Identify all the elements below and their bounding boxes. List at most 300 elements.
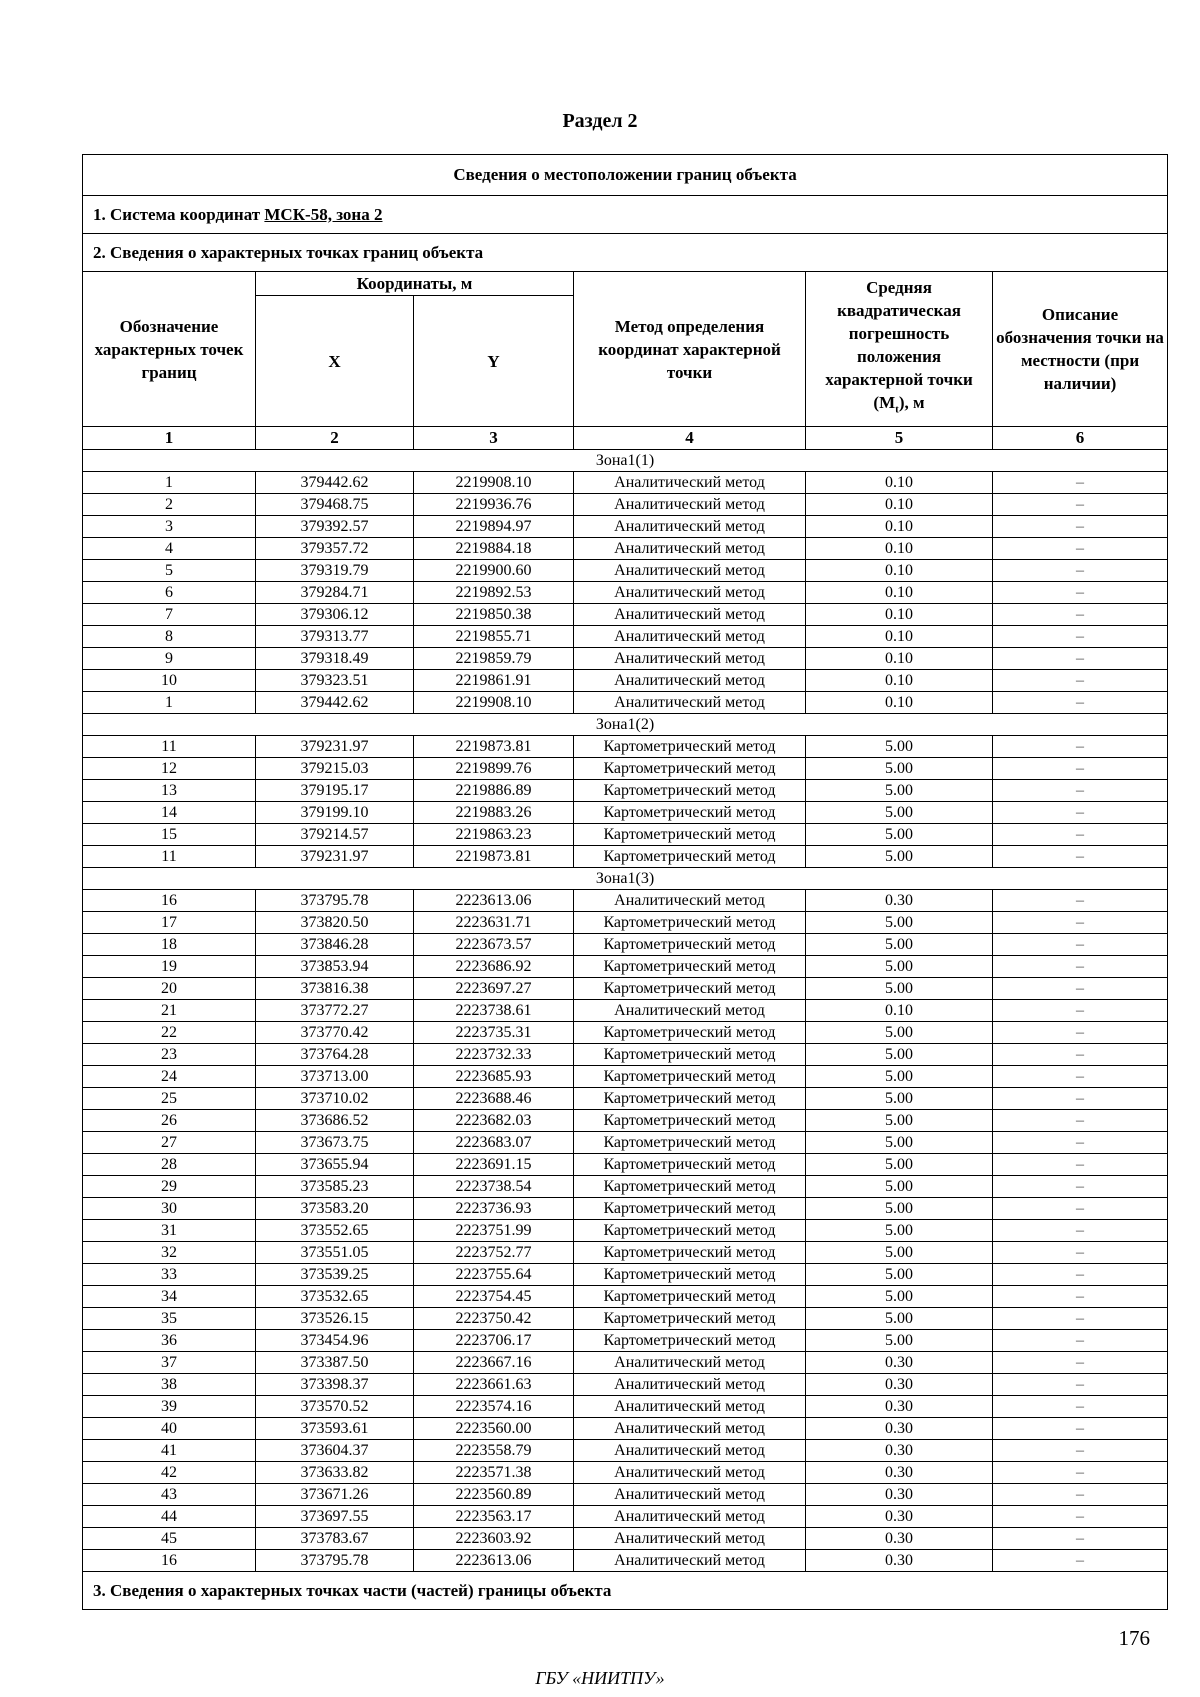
point-id-cell: 22 — [83, 1022, 256, 1044]
description-cell: – — [993, 670, 1168, 692]
table-row — [83, 1132, 1168, 1154]
column-number: 6 — [993, 427, 1168, 450]
zone-label: Зона1(2) — [83, 714, 1168, 736]
y-coordinate-cell: 2223738.61 — [414, 1000, 574, 1022]
table-row — [83, 1462, 1168, 1484]
points-section-heading: 2. Сведения о характерных точках границ объекта — [83, 234, 1168, 272]
error-cell: 5.00 — [806, 978, 993, 1000]
y-coordinate-cell: 2223683.07 — [414, 1132, 574, 1154]
error-cell: 0.10 — [806, 670, 993, 692]
header-coordinates: Координаты, м — [256, 272, 574, 296]
error-cell: 5.00 — [806, 1330, 993, 1352]
description-cell: – — [993, 824, 1168, 846]
method-cell: Аналитический метод — [574, 582, 806, 604]
x-coordinate-cell: 373853.94 — [256, 956, 414, 978]
table-row — [83, 846, 1168, 868]
method-cell: Картометрический метод — [574, 758, 806, 780]
error-cell: 5.00 — [806, 912, 993, 934]
coordinate-system-row — [83, 196, 1168, 234]
method-cell: Аналитический метод — [574, 648, 806, 670]
y-coordinate-cell: 2223691.15 — [414, 1154, 574, 1176]
header-error — [806, 272, 993, 427]
point-id-cell: 43 — [83, 1484, 256, 1506]
table-row — [83, 494, 1168, 516]
y-coordinate-cell: 2219850.38 — [414, 604, 574, 626]
method-cell: Картометрический метод — [574, 956, 806, 978]
x-coordinate-cell: 373770.42 — [256, 1022, 414, 1044]
description-cell: – — [993, 1242, 1168, 1264]
point-id-cell: 15 — [83, 824, 256, 846]
column-number: 2 — [256, 427, 414, 450]
x-coordinate-cell: 379215.03 — [256, 758, 414, 780]
column-number: 3 — [414, 427, 574, 450]
description-cell: – — [993, 1066, 1168, 1088]
table-row — [83, 1418, 1168, 1440]
error-cell: 5.00 — [806, 758, 993, 780]
y-coordinate-cell: 2223751.99 — [414, 1220, 574, 1242]
description-cell: – — [993, 1110, 1168, 1132]
y-coordinate-cell: 2223603.92 — [414, 1528, 574, 1550]
point-id-cell: 14 — [83, 802, 256, 824]
y-coordinate-cell: 2219861.91 — [414, 670, 574, 692]
x-coordinate-cell: 379231.97 — [256, 846, 414, 868]
x-coordinate-cell: 373539.25 — [256, 1264, 414, 1286]
method-cell: Картометрический метод — [574, 1022, 806, 1044]
method-cell: Картометрический метод — [574, 934, 806, 956]
table-row — [83, 1088, 1168, 1110]
x-coordinate-cell: 373697.55 — [256, 1506, 414, 1528]
method-cell: Аналитический метод — [574, 1396, 806, 1418]
point-id-cell: 5 — [83, 560, 256, 582]
method-cell: Картометрический метод — [574, 978, 806, 1000]
x-coordinate-cell: 373593.61 — [256, 1418, 414, 1440]
y-coordinate-cell: 2223558.79 — [414, 1440, 574, 1462]
x-coordinate-cell: 373820.50 — [256, 912, 414, 934]
table-row — [83, 1308, 1168, 1330]
footer-organization: ГБУ «НИИТПУ» — [535, 1668, 665, 1688]
description-cell: – — [993, 1462, 1168, 1484]
table-row — [83, 692, 1168, 714]
header-x: X — [256, 296, 414, 427]
method-cell: Аналитический метод — [574, 560, 806, 582]
y-coordinate-cell: 2223661.63 — [414, 1374, 574, 1396]
column-number: 4 — [574, 427, 806, 450]
point-id-cell: 6 — [83, 582, 256, 604]
point-id-cell: 32 — [83, 1242, 256, 1264]
error-cell: 0.30 — [806, 1374, 993, 1396]
method-cell: Аналитический метод — [574, 1484, 806, 1506]
x-coordinate-cell: 373846.28 — [256, 934, 414, 956]
table-row — [83, 604, 1168, 626]
error-cell: 0.30 — [806, 1352, 993, 1374]
description-cell: – — [993, 1154, 1168, 1176]
method-cell: Картометрический метод — [574, 1286, 806, 1308]
point-id-cell: 42 — [83, 1462, 256, 1484]
table-row — [83, 1176, 1168, 1198]
x-coordinate-cell: 373772.27 — [256, 1000, 414, 1022]
y-coordinate-cell: 2223563.17 — [414, 1506, 574, 1528]
y-coordinate-cell: 2223752.77 — [414, 1242, 574, 1264]
y-coordinate-cell: 2223735.31 — [414, 1022, 574, 1044]
error-cell: 5.00 — [806, 1088, 993, 1110]
point-id-cell: 13 — [83, 780, 256, 802]
description-cell: – — [993, 648, 1168, 670]
error-cell: 5.00 — [806, 934, 993, 956]
description-cell: – — [993, 1198, 1168, 1220]
point-id-cell: 30 — [83, 1198, 256, 1220]
table-row — [83, 1044, 1168, 1066]
parts-section-heading: 3. Сведения о характерных точках части (частей) границы объекта — [83, 1572, 1168, 1610]
x-coordinate-cell: 373686.52 — [256, 1110, 414, 1132]
point-id-cell: 8 — [83, 626, 256, 648]
x-coordinate-cell: 373713.00 — [256, 1066, 414, 1088]
method-cell: Аналитический метод — [574, 472, 806, 494]
x-coordinate-cell: 373570.52 — [256, 1396, 414, 1418]
method-cell: Аналитический метод — [574, 1000, 806, 1022]
zone-row — [83, 714, 1168, 736]
method-cell: Аналитический метод — [574, 670, 806, 692]
point-id-cell: 26 — [83, 1110, 256, 1132]
table-row — [83, 1506, 1168, 1528]
error-cell: 5.00 — [806, 1176, 993, 1198]
method-cell: Аналитический метод — [574, 1352, 806, 1374]
table-row — [83, 1198, 1168, 1220]
point-id-cell: 1 — [83, 692, 256, 714]
method-cell: Аналитический метод — [574, 604, 806, 626]
y-coordinate-cell: 2223631.71 — [414, 912, 574, 934]
y-coordinate-cell: 2223736.93 — [414, 1198, 574, 1220]
point-id-cell: 40 — [83, 1418, 256, 1440]
x-coordinate-cell: 373795.78 — [256, 890, 414, 912]
y-coordinate-cell: 2219884.18 — [414, 538, 574, 560]
y-coordinate-cell: 2223732.33 — [414, 1044, 574, 1066]
table-row — [83, 1000, 1168, 1022]
table-row — [83, 670, 1168, 692]
x-coordinate-cell: 379442.62 — [256, 472, 414, 494]
table-row — [83, 538, 1168, 560]
point-id-cell: 11 — [83, 736, 256, 758]
x-coordinate-cell: 379357.72 — [256, 538, 414, 560]
point-id-cell: 23 — [83, 1044, 256, 1066]
description-cell: – — [993, 1550, 1168, 1572]
description-cell: – — [993, 604, 1168, 626]
y-coordinate-cell: 2223686.92 — [414, 956, 574, 978]
error-cell: 5.00 — [806, 802, 993, 824]
x-coordinate-cell: 373604.37 — [256, 1440, 414, 1462]
table-row — [83, 758, 1168, 780]
description-cell: – — [993, 626, 1168, 648]
y-coordinate-cell: 2219873.81 — [414, 736, 574, 758]
method-cell: Аналитический метод — [574, 890, 806, 912]
boundary-table — [82, 154, 1168, 1610]
error-cell: 0.10 — [806, 648, 993, 670]
description-cell: – — [993, 560, 1168, 582]
error-cell: 5.00 — [806, 1198, 993, 1220]
point-id-cell: 19 — [83, 956, 256, 978]
error-cell: 0.10 — [806, 582, 993, 604]
x-coordinate-cell: 373454.96 — [256, 1330, 414, 1352]
error-cell: 0.10 — [806, 1000, 993, 1022]
table-row — [83, 1374, 1168, 1396]
y-coordinate-cell: 2219859.79 — [414, 648, 574, 670]
error-cell: 5.00 — [806, 846, 993, 868]
description-cell: – — [993, 1484, 1168, 1506]
x-coordinate-cell: 379323.51 — [256, 670, 414, 692]
table-row — [83, 1396, 1168, 1418]
method-cell: Картометрический метод — [574, 1044, 806, 1066]
error-cell: 0.10 — [806, 516, 993, 538]
point-id-cell: 35 — [83, 1308, 256, 1330]
method-cell: Аналитический метод — [574, 494, 806, 516]
description-cell: – — [993, 736, 1168, 758]
error-cell: 0.30 — [806, 1440, 993, 1462]
table-row — [83, 1022, 1168, 1044]
error-cell: 5.00 — [806, 1044, 993, 1066]
x-coordinate-cell: 379231.97 — [256, 736, 414, 758]
y-coordinate-cell: 2219883.26 — [414, 802, 574, 824]
error-cell: 5.00 — [806, 1022, 993, 1044]
table-row — [83, 736, 1168, 758]
table-row — [83, 978, 1168, 1000]
section-title: Раздел 2 — [562, 110, 638, 132]
method-cell: Аналитический метод — [574, 1528, 806, 1550]
table-row — [83, 560, 1168, 582]
description-cell: – — [993, 1220, 1168, 1242]
method-cell: Аналитический метод — [574, 1374, 806, 1396]
table-row — [83, 472, 1168, 494]
method-cell: Аналитический метод — [574, 1418, 806, 1440]
table-row — [83, 1242, 1168, 1264]
description-cell: – — [993, 1374, 1168, 1396]
table-row — [83, 780, 1168, 802]
method-cell: Аналитический метод — [574, 516, 806, 538]
x-coordinate-cell: 373552.65 — [256, 1220, 414, 1242]
point-id-cell: 36 — [83, 1330, 256, 1352]
method-cell: Картометрический метод — [574, 802, 806, 824]
point-id-cell: 34 — [83, 1286, 256, 1308]
y-coordinate-cell: 2223571.38 — [414, 1462, 574, 1484]
description-cell: – — [993, 846, 1168, 868]
table-row — [83, 824, 1168, 846]
table-row — [83, 1528, 1168, 1550]
method-cell: Аналитический метод — [574, 538, 806, 560]
point-id-cell: 37 — [83, 1352, 256, 1374]
method-cell: Картометрический метод — [574, 780, 806, 802]
method-cell: Картометрический метод — [574, 1242, 806, 1264]
error-cell: 5.00 — [806, 1154, 993, 1176]
description-cell: – — [993, 956, 1168, 978]
point-id-cell: 20 — [83, 978, 256, 1000]
method-cell: Картометрический метод — [574, 846, 806, 868]
table-row — [83, 1264, 1168, 1286]
table-row — [83, 890, 1168, 912]
description-cell: – — [993, 1308, 1168, 1330]
point-id-cell: 39 — [83, 1396, 256, 1418]
x-coordinate-cell: 379392.57 — [256, 516, 414, 538]
table-row — [83, 802, 1168, 824]
coordinate-system-value: МСК-58, зона 2 — [264, 204, 383, 224]
y-coordinate-cell: 2223755.64 — [414, 1264, 574, 1286]
method-cell: Картометрический метод — [574, 1176, 806, 1198]
column-number: 5 — [806, 427, 993, 450]
table-row — [83, 1220, 1168, 1242]
method-cell: Картометрический метод — [574, 1132, 806, 1154]
x-coordinate-cell: 373671.26 — [256, 1484, 414, 1506]
method-cell: Картометрический метод — [574, 1198, 806, 1220]
header-error-text: Средняя квадратическая погрешность положения характерной точки $(M_t)$, м — [825, 278, 973, 416]
error-cell: 0.10 — [806, 604, 993, 626]
method-cell: Аналитический метод — [574, 692, 806, 714]
error-cell: 0.30 — [806, 1528, 993, 1550]
point-id-cell: 27 — [83, 1132, 256, 1154]
error-cell: 0.30 — [806, 1550, 993, 1572]
zone-label: Зона1(3) — [83, 868, 1168, 890]
header-point: Обозначение характерных точек границ — [83, 272, 256, 427]
point-id-cell: 16 — [83, 890, 256, 912]
y-coordinate-cell: 2223738.54 — [414, 1176, 574, 1198]
description-cell: – — [993, 1528, 1168, 1550]
x-coordinate-cell: 373551.05 — [256, 1242, 414, 1264]
error-cell: 0.30 — [806, 1484, 993, 1506]
description-cell: – — [993, 582, 1168, 604]
table-row — [83, 1352, 1168, 1374]
zone-row — [83, 868, 1168, 890]
description-cell: – — [993, 758, 1168, 780]
error-cell: 0.10 — [806, 560, 993, 582]
y-coordinate-cell: 2219886.89 — [414, 780, 574, 802]
x-coordinate-cell: 373655.94 — [256, 1154, 414, 1176]
coordinate-system-label: 1. Система координат — [93, 204, 265, 224]
table-row — [83, 1330, 1168, 1352]
point-id-cell: 1 — [83, 472, 256, 494]
description-cell: – — [993, 1132, 1168, 1154]
table-row — [83, 1550, 1168, 1572]
description-cell: – — [993, 692, 1168, 714]
table-row — [83, 626, 1168, 648]
error-cell: 5.00 — [806, 1242, 993, 1264]
description-cell: – — [993, 1330, 1168, 1352]
x-coordinate-cell: 373816.38 — [256, 978, 414, 1000]
table-row — [83, 1110, 1168, 1132]
x-coordinate-cell: 379284.71 — [256, 582, 414, 604]
description-cell: – — [993, 1506, 1168, 1528]
description-cell: – — [993, 538, 1168, 560]
point-id-cell: 17 — [83, 912, 256, 934]
zone-label: Зона1(1) — [83, 450, 1168, 472]
description-cell: – — [993, 934, 1168, 956]
method-cell: Картометрический метод — [574, 824, 806, 846]
description-cell: – — [993, 1396, 1168, 1418]
point-id-cell: 18 — [83, 934, 256, 956]
method-cell: Аналитический метод — [574, 1462, 806, 1484]
point-id-cell: 10 — [83, 670, 256, 692]
method-cell: Картометрический метод — [574, 1220, 806, 1242]
table-row — [83, 1154, 1168, 1176]
error-cell: 0.10 — [806, 494, 993, 516]
error-cell: 5.00 — [806, 1132, 993, 1154]
error-cell: 0.30 — [806, 1506, 993, 1528]
y-coordinate-cell: 2219892.53 — [414, 582, 574, 604]
description-cell: – — [993, 890, 1168, 912]
x-coordinate-cell: 373532.65 — [256, 1286, 414, 1308]
x-coordinate-cell: 379306.12 — [256, 604, 414, 626]
header-method: Метод определения координат характерной точки — [574, 272, 806, 427]
description-cell: – — [993, 1286, 1168, 1308]
point-id-cell: 28 — [83, 1154, 256, 1176]
y-coordinate-cell: 2223613.06 — [414, 1550, 574, 1572]
x-coordinate-cell: 379319.79 — [256, 560, 414, 582]
y-coordinate-cell: 2219936.76 — [414, 494, 574, 516]
method-cell: Картометрический метод — [574, 736, 806, 758]
y-coordinate-cell: 2223560.89 — [414, 1484, 574, 1506]
point-id-cell: 21 — [83, 1000, 256, 1022]
error-cell: 0.30 — [806, 890, 993, 912]
point-id-cell: 29 — [83, 1176, 256, 1198]
point-id-cell: 38 — [83, 1374, 256, 1396]
error-cell: 0.30 — [806, 1418, 993, 1440]
x-coordinate-cell: 379195.17 — [256, 780, 414, 802]
method-cell: Картометрический метод — [574, 1264, 806, 1286]
point-id-cell: 16 — [83, 1550, 256, 1572]
description-cell: – — [993, 472, 1168, 494]
error-cell: 5.00 — [806, 956, 993, 978]
point-id-cell: 31 — [83, 1220, 256, 1242]
point-id-cell: 11 — [83, 846, 256, 868]
x-coordinate-cell: 373673.75 — [256, 1132, 414, 1154]
method-cell: Картометрический метод — [574, 1066, 806, 1088]
description-cell: – — [993, 516, 1168, 538]
y-coordinate-cell: 2219855.71 — [414, 626, 574, 648]
table-row — [83, 1066, 1168, 1088]
y-coordinate-cell: 2219863.23 — [414, 824, 574, 846]
y-coordinate-cell: 2219908.10 — [414, 692, 574, 714]
error-cell: 0.30 — [806, 1396, 993, 1418]
y-coordinate-cell: 2223613.06 — [414, 890, 574, 912]
y-coordinate-cell: 2223685.93 — [414, 1066, 574, 1088]
point-id-cell: 41 — [83, 1440, 256, 1462]
description-cell: – — [993, 780, 1168, 802]
table-row — [83, 956, 1168, 978]
table-row — [83, 934, 1168, 956]
point-id-cell: 25 — [83, 1088, 256, 1110]
error-cell: 5.00 — [806, 780, 993, 802]
method-cell: Картометрический метод — [574, 1110, 806, 1132]
description-cell: – — [993, 978, 1168, 1000]
x-coordinate-cell: 373795.78 — [256, 1550, 414, 1572]
point-id-cell: 3 — [83, 516, 256, 538]
x-coordinate-cell: 373398.37 — [256, 1374, 414, 1396]
x-coordinate-cell: 379318.49 — [256, 648, 414, 670]
description-cell: – — [993, 802, 1168, 824]
error-cell: 0.10 — [806, 692, 993, 714]
table-row — [83, 648, 1168, 670]
error-cell: 5.00 — [806, 736, 993, 758]
description-cell: – — [993, 1264, 1168, 1286]
point-id-cell: 9 — [83, 648, 256, 670]
description-cell: – — [993, 494, 1168, 516]
y-coordinate-cell: 2223706.17 — [414, 1330, 574, 1352]
error-cell: 5.00 — [806, 1286, 993, 1308]
point-id-cell: 4 — [83, 538, 256, 560]
table-row — [83, 912, 1168, 934]
x-coordinate-cell: 373764.28 — [256, 1044, 414, 1066]
method-cell: Аналитический метод — [574, 626, 806, 648]
column-numbers-row — [83, 427, 1168, 450]
error-cell: 0.30 — [806, 1462, 993, 1484]
page-number: 176 — [1118, 1626, 1150, 1650]
method-cell: Картометрический метод — [574, 1308, 806, 1330]
y-coordinate-cell: 2223560.00 — [414, 1418, 574, 1440]
